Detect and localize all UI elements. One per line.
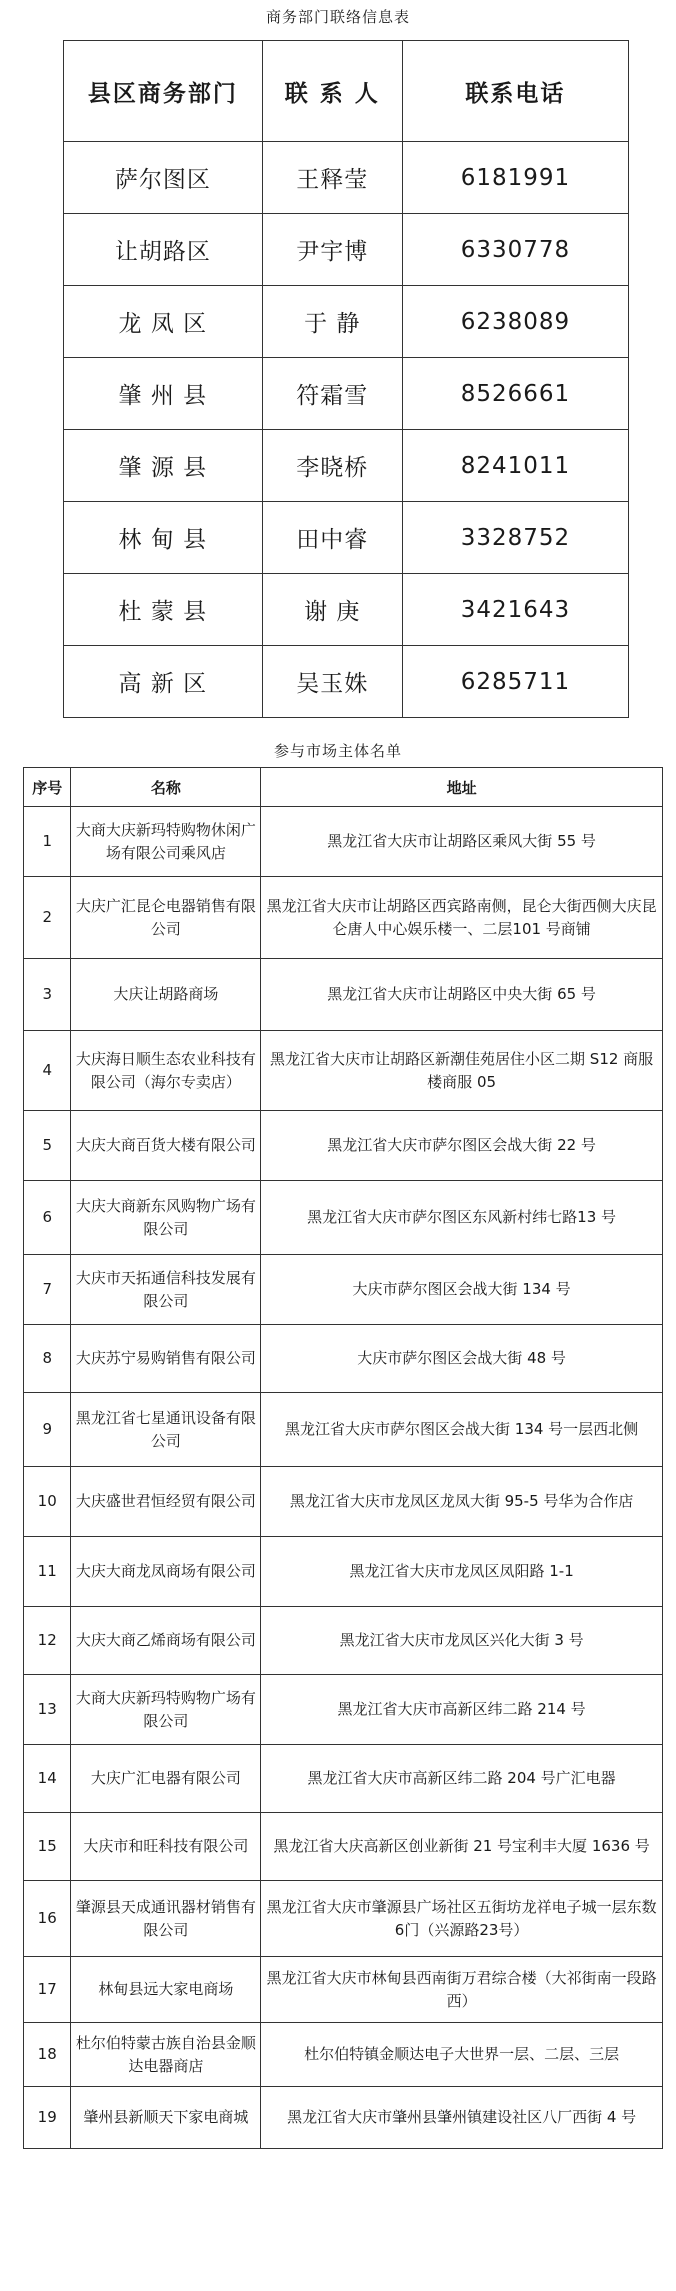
address-cell: 黑龙江省大庆市高新区纬二路 214 号	[261, 1675, 663, 1745]
phone-cell: 6238089	[402, 286, 628, 358]
no-cell: 9	[24, 1393, 71, 1467]
no-cell: 19	[24, 2087, 71, 2149]
table-row	[24, 2087, 663, 2149]
no-cell: 2	[24, 877, 71, 959]
name-cell: 大庆市和旺科技有限公司	[71, 1813, 261, 1881]
table-row	[64, 214, 629, 286]
name-cell: 大庆广汇昆仑电器销售有限公司	[71, 877, 261, 959]
header-person: 联 系 人	[262, 41, 402, 142]
address-cell: 杜尔伯特镇金顺达电子大世界一层、二层、三层	[261, 2023, 663, 2087]
address-cell: 黑龙江省大庆市让胡路区新潮佳苑居住小区二期 S12 商服楼商服 05	[261, 1031, 663, 1111]
address-cell: 黑龙江省大庆市龙凤区龙凤大街 95-5 号华为合作店	[261, 1467, 663, 1537]
dept-cell: 杜 蒙 县	[64, 574, 263, 646]
table-row	[64, 286, 629, 358]
name-cell: 林甸县远大家电商场	[71, 1957, 261, 2023]
name-cell: 大庆苏宁易购销售有限公司	[71, 1325, 261, 1393]
address-cell: 黑龙江省大庆市龙凤区兴化大街 3 号	[261, 1607, 663, 1675]
header-dept: 县区商务部门	[64, 41, 263, 142]
no-cell: 18	[24, 2023, 71, 2087]
no-cell: 14	[24, 1745, 71, 1813]
name-cell: 大商大庆新玛特购物休闲广场有限公司乘风店	[71, 807, 261, 877]
no-cell: 13	[24, 1675, 71, 1745]
no-cell: 15	[24, 1813, 71, 1881]
name-cell: 肇州县新顺天下家电商城	[71, 2087, 261, 2149]
dept-cell: 肇 源 县	[64, 430, 263, 502]
table-row	[24, 1745, 663, 1813]
name-cell: 大庆市天拓通信科技发展有限公司	[71, 1255, 261, 1325]
name-cell: 黑龙江省七星通讯设备有限公司	[71, 1393, 261, 1467]
phone-cell: 8241011	[402, 430, 628, 502]
person-cell: 李晓桥	[262, 430, 402, 502]
header-name: 名称	[71, 768, 261, 807]
address-cell: 大庆市萨尔图区会战大街 48 号	[261, 1325, 663, 1393]
table-row	[24, 1181, 663, 1255]
table-row	[24, 959, 663, 1031]
name-cell: 杜尔伯特蒙古族自治县金顺达电器商店	[71, 2023, 261, 2087]
address-cell: 黑龙江省大庆市萨尔图区会战大街 134 号一层西北侧	[261, 1393, 663, 1467]
header-address: 地址	[261, 768, 663, 807]
person-cell: 田中睿	[262, 502, 402, 574]
no-cell: 11	[24, 1537, 71, 1607]
address-cell: 黑龙江省大庆市林甸县西南街万君综合楼（大祁街南一段路西）	[261, 1957, 663, 2023]
name-cell: 大庆盛世君恒经贸有限公司	[71, 1467, 261, 1537]
name-cell: 大庆海日顺生态农业科技有限公司（海尔专卖店）	[71, 1031, 261, 1111]
table-row	[24, 1325, 663, 1393]
table-row	[24, 1957, 663, 2023]
person-cell: 于 静	[262, 286, 402, 358]
table-row	[64, 502, 629, 574]
dept-cell: 龙 凤 区	[64, 286, 263, 358]
table-row	[64, 358, 629, 430]
table-row	[24, 1031, 663, 1111]
dept-cell: 林 甸 县	[64, 502, 263, 574]
table-row	[24, 1537, 663, 1607]
address-cell: 黑龙江省大庆市让胡路区中央大街 65 号	[261, 959, 663, 1031]
no-cell: 7	[24, 1255, 71, 1325]
phone-cell: 6285711	[402, 646, 628, 718]
no-cell: 1	[24, 807, 71, 877]
table-row	[64, 430, 629, 502]
person-cell: 符霜雪	[262, 358, 402, 430]
table-row	[24, 1467, 663, 1537]
phone-cell: 3328752	[402, 502, 628, 574]
phone-cell: 6330778	[402, 214, 628, 286]
contacts-table	[63, 40, 629, 718]
name-cell: 大庆广汇电器有限公司	[71, 1745, 261, 1813]
participants-table	[23, 767, 663, 2149]
no-cell: 3	[24, 959, 71, 1031]
address-cell: 黑龙江省大庆市高新区纬二路 204 号广汇电器	[261, 1745, 663, 1813]
address-cell: 黑龙江省大庆市肇源县广场社区五街坊龙祥电子城一层东数6门（兴源路23号）	[261, 1881, 663, 1957]
address-cell: 黑龙江省大庆高新区创业新街 21 号宝利丰大厦 1636 号	[261, 1813, 663, 1881]
no-cell: 8	[24, 1325, 71, 1393]
contacts-header-row	[64, 41, 629, 142]
table-row	[24, 2023, 663, 2087]
name-cell: 肇源县天成通讯器材销售有限公司	[71, 1881, 261, 1957]
no-cell: 12	[24, 1607, 71, 1675]
name-cell: 大商大庆新玛特购物广场有限公司	[71, 1675, 261, 1745]
participants-title: 参与市场主体名单	[273, 742, 402, 760]
no-cell: 4	[24, 1031, 71, 1111]
name-cell: 大庆大商乙烯商场有限公司	[71, 1607, 261, 1675]
table-row	[64, 574, 629, 646]
table-row	[24, 877, 663, 959]
person-cell: 谢 庚	[262, 574, 402, 646]
no-cell: 6	[24, 1181, 71, 1255]
no-cell: 16	[24, 1881, 71, 1957]
address-cell: 黑龙江省大庆市让胡路区乘风大街 55 号	[261, 807, 663, 877]
name-cell: 大庆大商百货大楼有限公司	[71, 1111, 261, 1181]
dept-cell: 肇 州 县	[64, 358, 263, 430]
table-row	[24, 1675, 663, 1745]
table-row	[24, 1393, 663, 1467]
table-row	[64, 142, 629, 214]
phone-cell: 8526661	[402, 358, 628, 430]
person-cell: 吴玉姝	[262, 646, 402, 718]
address-cell: 黑龙江省大庆市让胡路区西宾路南侧，昆仑大街西侧大庆昆仑唐人中心娱乐楼一、二层101 号商铺	[261, 877, 663, 959]
table-row	[24, 1607, 663, 1675]
address-cell: 黑龙江省大庆市肇州县肇州镇建设社区八厂西街 4 号	[261, 2087, 663, 2149]
phone-cell: 6181991	[402, 142, 628, 214]
no-cell: 10	[24, 1467, 71, 1537]
table-row	[64, 646, 629, 718]
header-phone: 联系电话	[402, 41, 628, 142]
no-cell: 5	[24, 1111, 71, 1181]
contacts-title: 商务部门联络信息表	[265, 8, 410, 26]
participants-header-row	[24, 768, 663, 807]
person-cell: 王释莹	[262, 142, 402, 214]
name-cell: 大庆大商龙凤商场有限公司	[71, 1537, 261, 1607]
address-cell: 大庆市萨尔图区会战大街 134 号	[261, 1255, 663, 1325]
address-cell: 黑龙江省大庆市萨尔图区会战大街 22 号	[261, 1111, 663, 1181]
name-cell: 大庆大商新东风购物广场有限公司	[71, 1181, 261, 1255]
table-row	[24, 807, 663, 877]
header-no: 序号	[24, 768, 71, 807]
dept-cell: 萨尔图区	[64, 142, 263, 214]
person-cell: 尹宇博	[262, 214, 402, 286]
table-row	[24, 1813, 663, 1881]
phone-cell: 3421643	[402, 574, 628, 646]
dept-cell: 高 新 区	[64, 646, 263, 718]
name-cell: 大庆让胡路商场	[71, 959, 261, 1031]
table-row	[24, 1111, 663, 1181]
address-cell: 黑龙江省大庆市萨尔图区东风新村纬七路13 号	[261, 1181, 663, 1255]
table-row	[24, 1255, 663, 1325]
dept-cell: 让胡路区	[64, 214, 263, 286]
table-row	[24, 1881, 663, 1957]
no-cell: 17	[24, 1957, 71, 2023]
address-cell: 黑龙江省大庆市龙凤区凤阳路 1-1	[261, 1537, 663, 1607]
